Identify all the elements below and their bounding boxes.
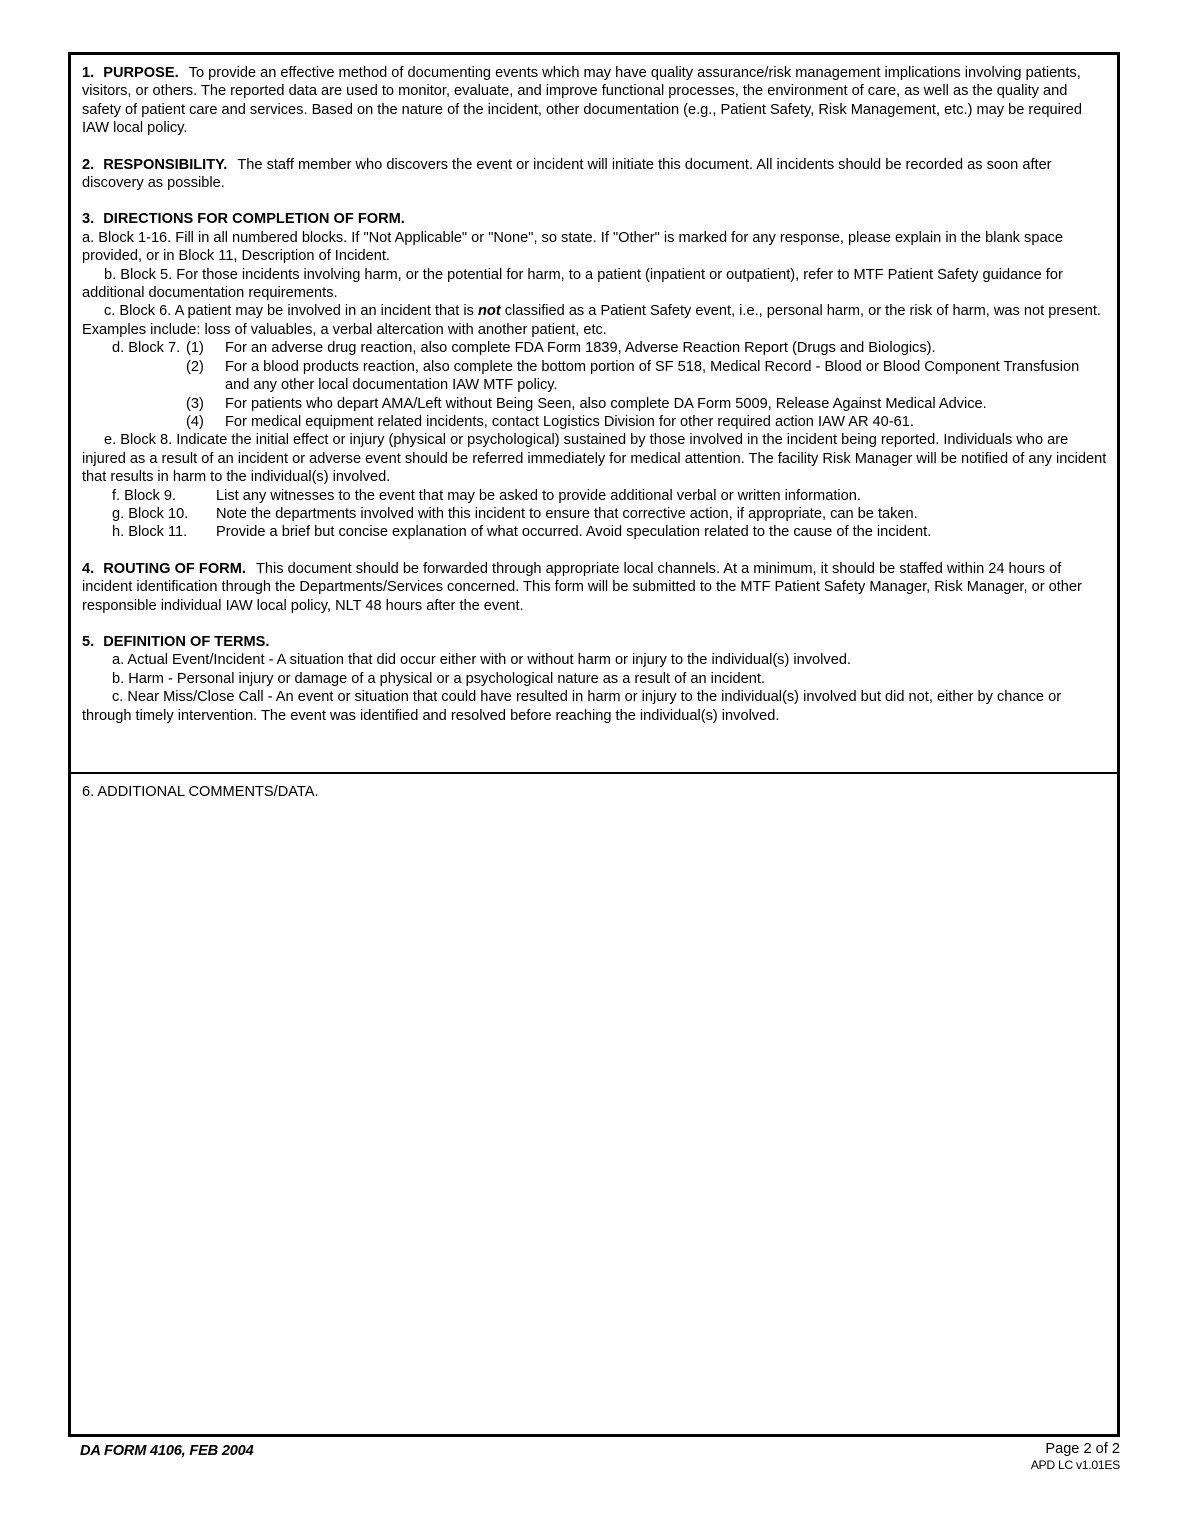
directions-item-h-label: h. Block 11. <box>112 524 188 541</box>
section-definitions-heading: DEFINITION OF TERMS. <box>103 633 270 650</box>
section-purpose-body: To provide an effective method of documenting events which may have quality assurance/risk management implications involving patients, visitors, or others. The reported data are used to monitor, evaluate, and improve functional processes, the environment of care, as well as the quality and safety of patient care and services. Based on the nature of the incident, other documentation (e.g., Patient Safety, Risk Management, etc.) may be required IAW local policy. <box>82 65 1082 137</box>
directions-item-d-label: d. Block 7. <box>112 340 181 357</box>
form-id-label: DA FORM 4106, FEB 2004 <box>80 1443 254 1459</box>
spacer-cell <box>82 413 186 431</box>
section-definitions-heading-row <box>82 633 1107 651</box>
directions-item-d-2-text: For a blood products reaction, also complete the bottom portion of SF 518, Medical Record - Blood or Blood Component Transfusion and any other local documentation IAW MTF policy. <box>225 358 1080 394</box>
section-directions-heading-row <box>82 210 1107 228</box>
section-routing <box>82 560 1107 615</box>
section-purpose <box>82 64 1107 138</box>
spacer-cell <box>82 358 186 395</box>
instructions-region <box>71 55 1117 731</box>
directions-item-f-text: List any witnesses to the event that may be asked to provide additional verbal or written information. <box>216 487 861 504</box>
directions-item-b: b. Block 5. For those incidents involving harm, or the potential for harm, to a patient (inpatient or outpatient), refer to MTF Patient Safety guidance for additional documentation requirements. <box>82 266 1063 302</box>
directions-item-c <box>82 302 1107 339</box>
spacer <box>82 615 1107 633</box>
directions-item-c-emphasis: not <box>477 303 501 320</box>
spacer <box>82 542 1107 560</box>
section-routing-body: This document should be forwarded through appropriate local channels. At a minimum, it should be staffed within 24 hours of incident identification through the Departments/Services concerned. This form will be submitted to the MTF Patient Safety Manager, Risk Manager, or other responsible individual IAW local policy, NLT 48 hours after the event. <box>82 560 1082 614</box>
section-responsibility <box>82 156 1107 193</box>
directions-item-d-row-4 <box>82 413 1107 431</box>
spacer <box>82 138 1107 156</box>
footer-right-group <box>1031 1441 1120 1473</box>
directions-item-d-3-text: For patients who depart AMA/Left without Being Seen, also complete DA Form 5009, Release Against Medical Advice. <box>225 395 987 412</box>
section-directions-number: 3. <box>82 211 95 228</box>
section-responsibility-number: 2. <box>82 156 95 173</box>
directions-item-g-label: g. Block 10. <box>112 505 189 522</box>
directions-item-d-2-number: (2) <box>186 358 204 375</box>
section-routing-heading: ROUTING OF FORM. <box>103 560 246 577</box>
form-outer-border <box>68 52 1120 1437</box>
directions-item-a: a. Block 1-16. Fill in all numbered blocks. If "Not Applicable" or "None", so state. If "Other" is marked for any response, please explain in the blank space provided, or in Block 11, Description of Incident. <box>82 229 1063 265</box>
directions-item-d-row-1 <box>82 339 1107 357</box>
directions-item-d-1-text: For an adverse drug reaction, also complete FDA Form 1839, Adverse Reaction Report (Drugs and Biologics). <box>225 340 936 357</box>
additional-comments-label: 6. ADDITIONAL COMMENTS/DATA. <box>82 784 319 800</box>
directions-item-f-label: f. Block 9. <box>112 487 177 504</box>
definitions-item-a: a. Actual Event/Incident - A situation that did occur either with or without harm or injury to the individual(s) involved. <box>112 652 851 669</box>
directions-item-d-1-number: (1) <box>186 340 204 357</box>
directions-item-d-4-number: (4) <box>186 413 204 430</box>
definitions-item-b: b. Harm - Personal injury or damage of a physical or a psychological nature as a result of an incident. <box>112 670 765 687</box>
directions-item-g-text: Note the departments involved with this incident to ensure that corrective action, if appropriate, can be taken. <box>216 505 918 522</box>
section-routing-number: 4. <box>82 560 95 577</box>
section-responsibility-body: The staff member who discovers the event or incident will initiate this document. All incidents should be recorded as soon after discovery as possible. <box>82 156 1052 192</box>
section-definitions-number: 5. <box>82 633 95 650</box>
directions-item-d-row-2 <box>82 358 1107 395</box>
additional-comments-block[interactable] <box>71 774 1117 1434</box>
directions-item-f <box>82 487 1107 505</box>
apd-version-label: APD LC v1.01ES <box>1030 1458 1120 1472</box>
page-number-label: Page 2 of 2 <box>1045 1441 1120 1457</box>
definitions-item-c: c. Near Miss/Close Call - An event or situation that could have resulted in harm or injury to the individual(s) involved but did not, either by chance or through timely intervention. The event was identified and resolved before reaching the individual(s) involved. <box>82 689 1062 724</box>
directions-item-h <box>82 523 1107 541</box>
spacer <box>82 192 1107 210</box>
directions-item-d-4-text: For medical equipment related incidents, contact Logistics Division for other required action IAW AR 40-61. <box>225 413 914 430</box>
directions-item-d-3-number: (3) <box>186 395 204 412</box>
section-purpose-heading: PURPOSE. <box>103 65 179 81</box>
directions-item-c-pre: c. Block 6. A patient may be involved in an incident that is <box>104 303 478 320</box>
directions-item-g <box>82 505 1107 523</box>
page-footer <box>68 1443 1120 1489</box>
section-directions-heading: DIRECTIONS FOR COMPLETION OF FORM. <box>103 211 405 228</box>
directions-item-d-row-3 <box>82 395 1107 413</box>
section-responsibility-heading: RESPONSIBILITY. <box>103 156 228 173</box>
directions-item-c-post: classified as a Patient Safety event, i.e., personal harm, or the risk of harm, was not present. Examples include: loss of valuables, a verbal altercation with another patient, etc. <box>82 303 1101 338</box>
section-purpose-number: 1. <box>82 65 95 81</box>
directions-item-e: e. Block 8. Indicate the initial effect or injury (physical or psychological) sustained by those involved in the incident being reported. Individuals who are injured as a result of an incident or adverse event should be referred immediately for medical attention. The facility Risk Manager will be notified of any incident that results in harm to the individual(s) involved. <box>82 432 1107 486</box>
directions-item-h-text: Provide a brief but concise explanation of what occurred. Avoid speculation related to the cause of the incident. <box>216 524 932 541</box>
spacer-cell <box>82 395 186 413</box>
